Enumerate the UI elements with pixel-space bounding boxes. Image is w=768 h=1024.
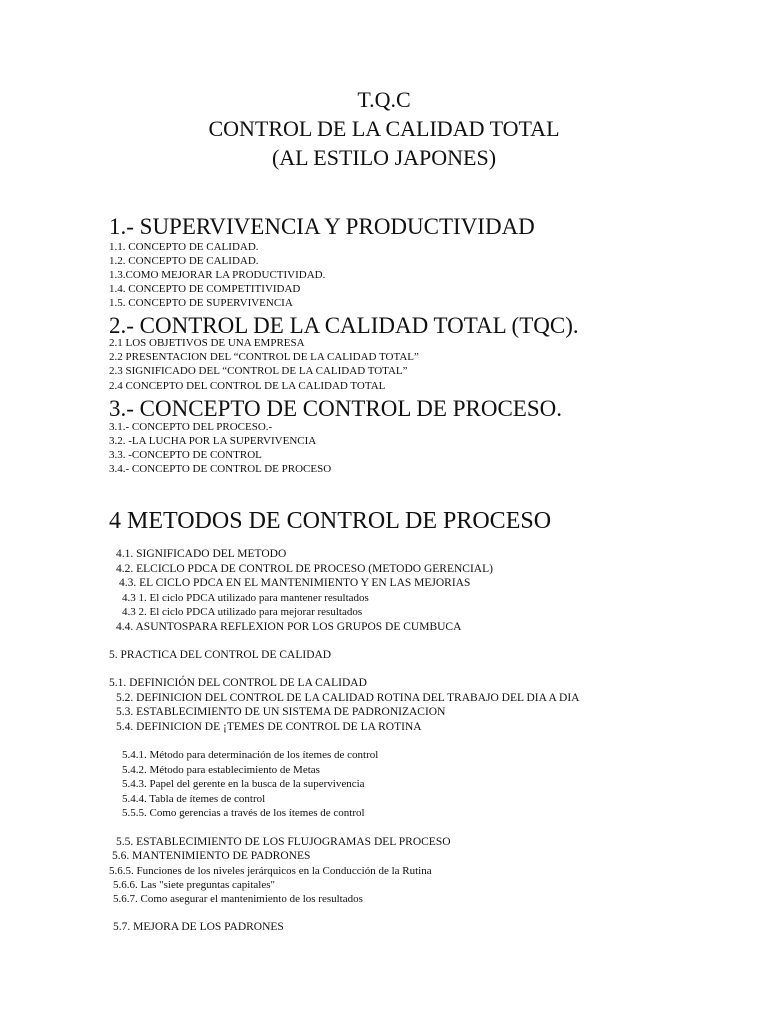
toc-item: 5.4.1. Método para determinación de los ítemes de control — [122, 749, 379, 761]
toc-item: 5.6. MANTENIMIENTO DE PADRONES — [112, 850, 311, 862]
toc-item: 3.3. -CONCEPTO DE CONTROL — [109, 449, 262, 461]
toc-item: 1.2. CONCEPTO DE CALIDAD. — [109, 255, 259, 267]
section-3-heading: 3.- CONCEPTO DE CONTROL DE PROCESO. — [109, 396, 563, 421]
toc-item: 2.3 SIGNIFICADO DEL “CONTROL DE LA CALIDAD TOTAL” — [109, 365, 408, 377]
toc-item: 5.6.7. Como asegurar el mantenimiento de los resultados — [113, 893, 363, 905]
toc-item: 5.5. ESTABLECIMIENTO DE LOS FLUJOGRAMAS DEL PROCESO — [116, 836, 451, 848]
toc-item: 3.1.- CONCEPTO DEL PROCESO.- — [109, 421, 273, 433]
toc-item: 4.3. EL CICLO PDCA EN EL MANTENIMIENTO Y EN LAS MEJORIAS — [119, 577, 471, 589]
toc-item: 5.1. DEFINICIÓN DEL CONTROL DE LA CALIDAD — [109, 677, 367, 689]
toc-item: 5.4.4. Tabla de ítemes de control — [122, 793, 266, 805]
toc-item: 1.4. CONCEPTO DE COMPETITIVIDAD — [109, 283, 301, 295]
title-acronym: T.Q.C — [357, 87, 411, 112]
toc-item: 3.2. -LA LUCHA POR LA SUPERVIVENCIA — [109, 435, 317, 447]
toc-item: 5.5.5. Como gerencias a través de los ítemes de control — [122, 807, 365, 819]
section-2-heading: 2.- CONTROL DE LA CALIDAD TOTAL (TQC). — [109, 313, 579, 338]
section-4-heading: 4 METODOS DE CONTROL DE PROCESO — [109, 508, 552, 534]
toc-item: 2.4 CONCEPTO DEL CONTROL DE LA CALIDAD TOTAL — [109, 380, 386, 392]
document-title — [0, 85, 768, 172]
toc-item: 5.3. ESTABLECIMIENTO DE UN SISTEMA DE PADRONIZACION — [116, 706, 446, 718]
toc-item: 2.1 LOS OBJETIVOS DE UNA EMPRESA — [109, 337, 305, 349]
toc-item: 1.5. CONCEPTO DE SUPERVIVENCIA — [109, 297, 293, 309]
toc-item: 5.4. DEFINICION DE ¡TEMES DE CONTROL DE LA ROTINA — [116, 721, 422, 733]
toc-item: 1.1. CONCEPTO DE CALIDAD. — [109, 241, 259, 253]
toc-item: 5.6.6. Las "siete preguntas capitales" — [113, 879, 276, 891]
toc-item: 4.2. ELCICLO PDCA DE CONTROL DE PROCESO (METODO GERENCIAL) — [116, 563, 493, 575]
title-main: CONTROL DE LA CALIDAD TOTAL — [208, 116, 560, 141]
toc-item: 1.3.COMO MEJORAR LA PRODUCTIVIDAD. — [109, 269, 326, 281]
toc-item: 4.1. SIGNIFICADO DEL METODO — [116, 548, 287, 560]
toc-item: 5.2. DEFINICION DEL CONTROL DE LA CALIDAD ROTINA DEL TRABAJO DEL DIA A DIA — [116, 692, 580, 704]
toc-item: 5.6.5. Funciones de los niveles jerárquicos en la Conducción de la Rutina — [109, 865, 432, 877]
toc-item: 5.7. MEJORA DE LOS PADRONES — [113, 921, 284, 933]
toc-item: 4.3 1. El ciclo PDCA utilizado para mantener resultados — [122, 592, 369, 604]
title-subtitle: (AL ESTILO JAPONES) — [271, 145, 497, 170]
toc-item: 2.2 PRESENTACION DEL “CONTROL DE LA CALIDAD TOTAL” — [109, 351, 419, 363]
section-5-heading: 5. PRACTICA DEL CONTROL DE CALIDAD — [109, 649, 332, 661]
section-1-heading: 1.- SUPERVIVENCIA Y PRODUCTIVIDAD — [109, 214, 535, 239]
toc-item: 3.4.- CONCEPTO DE CONTROL DE PROCESO — [109, 463, 332, 475]
toc-item: 4.3 2. El ciclo PDCA utilizado para mejorar resultados — [122, 606, 363, 618]
toc-item: 5.4.3. Papel del gerente en la busca de la supervivencia — [122, 778, 365, 790]
toc-item: 5.4.2. Método para establecimiento de Metas — [122, 764, 320, 776]
toc-item: 4.4. ASUNTOSPARA REFLEXION POR LOS GRUPOS DE CUMBUCA — [116, 621, 462, 633]
